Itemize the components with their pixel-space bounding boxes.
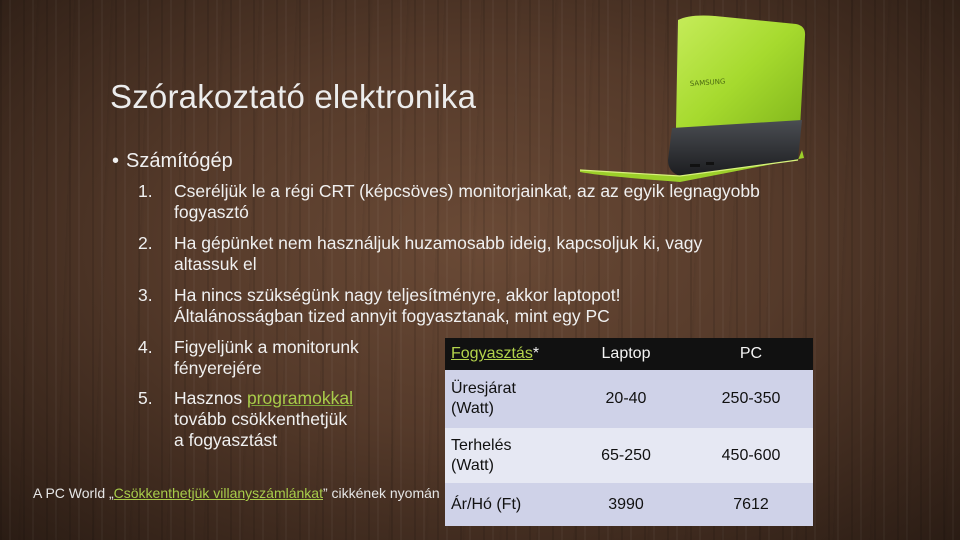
consumption-table xyxy=(445,338,813,526)
item-line: Ha nincs szükségünk nagy teljesítményre, akkor laptopot! xyxy=(174,285,621,305)
header-consumption xyxy=(445,338,563,370)
item-line: Ha gépünket nem használjuk huzamosabb ideig, kapcsoljuk ki, vagy xyxy=(174,233,703,253)
item-number: 5. xyxy=(138,388,153,408)
item-line: Általánosságban tized annyit fogyasztanak, mint egy PC xyxy=(174,306,610,326)
item-number: 3. xyxy=(138,285,153,305)
item-number: 4. xyxy=(138,337,153,357)
brand-logo: SAMSUNG xyxy=(689,77,726,88)
item-line: Hasznos xyxy=(174,388,247,408)
item-number: 2. xyxy=(138,233,153,253)
slide-title: Szórakoztató elektronika xyxy=(110,78,477,115)
bullet-computer xyxy=(112,150,233,173)
item-line: fényerejére xyxy=(174,358,262,378)
pc-value: 450-600 xyxy=(689,428,813,483)
article-link[interactable]: Csökkenthetjük villanyszámlánkat xyxy=(113,485,323,501)
table-header-row xyxy=(445,338,813,370)
programs-link[interactable]: programokkal xyxy=(246,388,353,408)
item-text xyxy=(174,181,760,223)
caption-suffix: ” cikkének nyomán xyxy=(322,485,440,501)
item-number: 1. xyxy=(138,181,153,201)
item-line: a fogyasztást xyxy=(174,430,278,450)
laptop-icon xyxy=(540,0,810,200)
item-text xyxy=(174,233,702,275)
row-label: Terhelés (Watt) xyxy=(445,428,563,483)
source-caption xyxy=(33,484,440,502)
consumption-link[interactable]: Fogyasztás xyxy=(451,345,533,362)
item-line: Figyeljünk a monitorunk xyxy=(174,337,359,357)
table-row xyxy=(445,428,813,483)
table-row xyxy=(445,370,813,428)
laptop-value: 3990 xyxy=(563,483,689,526)
item-line: Cseréljük le a régi CRT (képcsöves) monitorjainkat, az az egyik legnagyobb xyxy=(174,181,760,201)
bullet-dot: • xyxy=(112,150,120,172)
item-text xyxy=(174,285,620,327)
header-laptop: Laptop xyxy=(563,338,689,370)
item-line: fogyasztó xyxy=(174,202,249,222)
bullet-label: Számítógép xyxy=(126,150,233,172)
item-text xyxy=(174,337,359,379)
item-text xyxy=(174,388,353,451)
pc-value: 250-350 xyxy=(689,370,813,428)
row-label: Üresjárat (Watt) xyxy=(445,370,563,428)
pc-value: 7612 xyxy=(689,483,813,526)
laptop-value: 65-250 xyxy=(563,428,689,483)
header-pc: PC xyxy=(689,338,813,370)
table-row xyxy=(445,483,813,526)
caption-prefix: A PC World „ xyxy=(33,485,114,501)
laptop-value: 20-40 xyxy=(563,370,689,428)
item-line: altassuk el xyxy=(174,254,257,274)
item-line: tovább csökkenthetjük xyxy=(174,409,348,429)
footnote-mark: * xyxy=(532,345,540,362)
row-label: Ár/Hó (Ft) xyxy=(445,483,563,526)
